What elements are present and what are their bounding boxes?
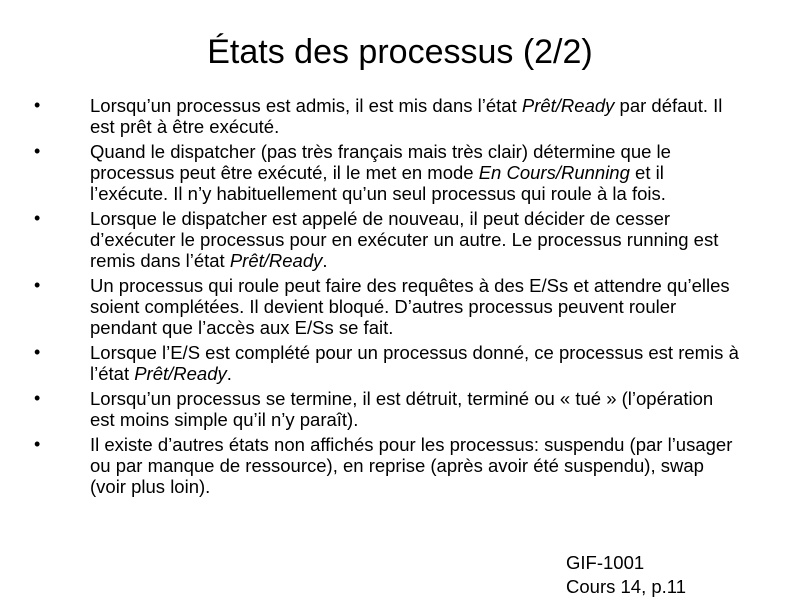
page-reference: Cours 14, p.11 <box>566 576 686 597</box>
bullet-marker-icon: • <box>34 208 41 228</box>
bullet-item <box>34 388 740 430</box>
bullet-text: Il existe d’autres états non affichés pour les processus: suspendu (par l’usager ou par manque de ressource), en reprise (après avoir été suspendu), swap (voir plus loin). <box>90 434 733 497</box>
slide-footer <box>566 551 686 599</box>
bullet-item <box>34 95 740 137</box>
bullet-marker-icon: • <box>34 275 41 295</box>
bullet-emphasis-text: Prêt/Ready <box>229 250 323 271</box>
bullet-text: Un processus qui roule peut faire des requêtes à des E/Ss et attendre qu’elles soient complétées. Il devient bloqué. D’autres processus peuvent rouler pendant que l’accès aux E/Ss se fait. <box>90 275 730 338</box>
bullet-marker-icon: • <box>34 95 41 115</box>
bullet-item <box>34 342 740 384</box>
bullet-text: Lorsque l’E/S est complété pour un processus donné, ce processus est remis à l’état <box>90 342 739 384</box>
bullet-list <box>34 95 740 501</box>
bullet-text: et il l’exécute. Il n’y habituellement qu’un seul processus qui roule à la fois. <box>90 162 666 204</box>
bullet-text: Quand le dispatcher (pas très français mais très clair) détermine que le processus peut être exécuté, il le met en mode <box>90 141 671 183</box>
bullet-text: Lorsqu’un processus est admis, il est mis dans l’état <box>90 95 522 116</box>
bullet-item <box>34 208 740 271</box>
bullet-marker-icon: • <box>34 434 41 454</box>
bullet-item <box>34 275 740 338</box>
bullet-item <box>34 141 740 204</box>
bullet-emphasis-text: Prêt/Ready <box>134 363 227 384</box>
slide-title: États des processus (2/2) <box>207 33 593 71</box>
bullet-item <box>34 434 740 497</box>
bullet-text: Lorsqu’un processus se termine, il est détruit, terminé ou « tué » (l’opération est moins simple qu’il n’y paraît). <box>90 388 714 430</box>
bullet-text: par défaut. Il est prêt à être exécuté. <box>90 95 723 137</box>
course-code: GIF-1001 <box>566 552 645 573</box>
bullet-text: . <box>322 250 328 271</box>
bullet-marker-icon: • <box>34 342 41 362</box>
bullet-marker-icon: • <box>34 388 41 408</box>
bullet-marker-icon: • <box>34 141 41 161</box>
bullet-emphasis-text: Prêt/Ready <box>521 95 615 116</box>
bullet-text: Lorsque le dispatcher est appelé de nouveau, il peut décider de cesser d’exécuter le processus pour en exécuter un autre. Le processus running est remis dans l’état <box>90 208 719 271</box>
bullet-text: . <box>226 363 232 384</box>
bullet-emphasis-text: En Cours/Running <box>478 162 630 183</box>
